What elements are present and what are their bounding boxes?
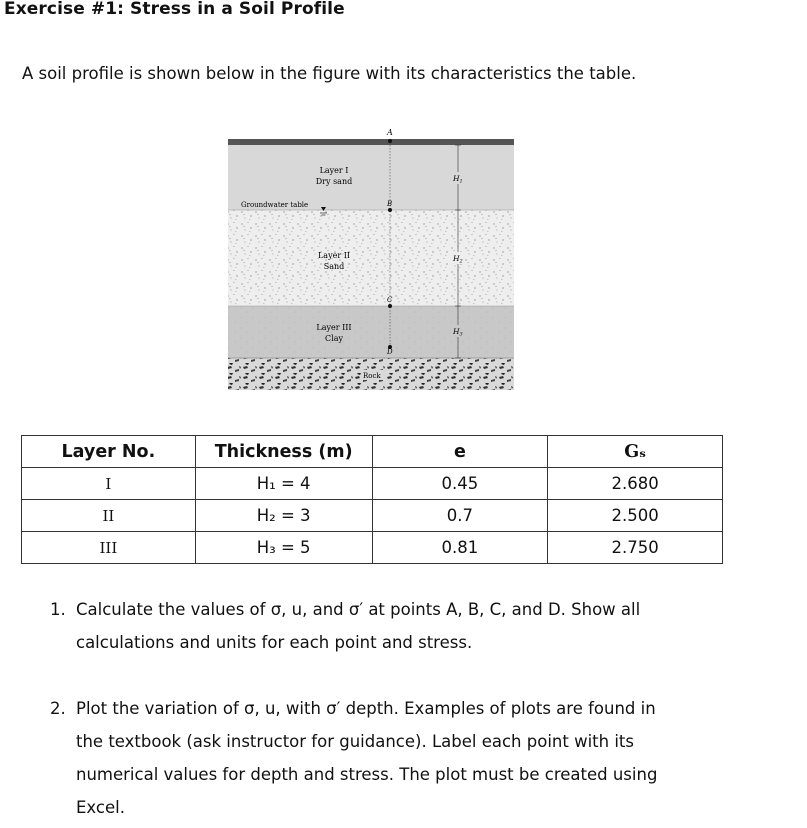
point-d-label: D [387,348,393,356]
layer-3-desc: Clay [325,334,343,343]
rock-label: Rock [363,372,381,380]
gwt-label: Groundwater table [241,201,309,209]
ground-surface [228,139,514,145]
cell-specific-gravity: 2.750 [548,532,723,564]
point-b-marker [388,208,392,212]
question-2-number: 2. [50,699,66,718]
question-2-line-2: the textbook (ask instructor for guidance). Label each point with its [76,732,634,751]
table-row [22,532,723,564]
layer-2-desc: Sand [323,262,345,271]
cell-thickness: H₁ = 4 [195,468,372,500]
point-c-label: C [387,296,393,304]
cell-thickness: H₂ = 3 [195,500,372,532]
cell-specific-gravity: 2.500 [548,500,723,532]
h2-label: $H_2$ [453,254,463,265]
cell-void-ratio: 0.45 [372,468,548,500]
point-c-marker [388,304,392,308]
soil-properties-table [21,435,723,564]
header-thickness: Thickness (m) [195,436,372,468]
cell-layer: III [22,532,196,564]
header-void-ratio: e [372,436,548,468]
cell-thickness: H₃ = 5 [195,532,372,564]
question-1-number: 1. [50,600,66,619]
h3-label: $H_3$ [453,327,463,338]
question-2-line-1: Plot the variation of σ, u, with σ′ depth. Examples of plots are found in [76,699,656,718]
page-title: Exercise #1: Stress in a Soil Profile [4,0,345,19]
soil-profile-figure [226,125,516,393]
table-row [22,468,723,500]
question-1-line-1: Calculate the values of σ, u, and σ′ at points A, B, C, and D. Show all [76,600,641,619]
layer-2-name: Layer II [317,251,351,260]
header-specific-gravity: Gₛ [548,436,723,468]
question-2-line-4: Excel. [76,798,125,817]
header-layer-no: Layer No. [22,436,196,468]
cell-void-ratio: 0.81 [372,532,548,564]
point-b-label: B [387,200,393,208]
cell-specific-gravity: 2.680 [548,468,723,500]
table-header-row [22,436,723,468]
table-row [22,500,723,532]
layer-1-name: Layer I [319,166,349,175]
cell-layer: II [22,500,196,532]
layer-1-desc: Dry sand [315,177,353,186]
cell-layer: I [22,468,196,500]
layer-3-name: Layer III [316,323,352,332]
intro-text: A soil profile is shown below in the figure with its characteristics the table. [22,64,637,83]
question-1-line-2: calculations and units for each point and stress. [76,633,473,652]
cell-void-ratio: 0.7 [372,500,548,532]
point-a-label: A [387,128,393,137]
h1-label: $H_1$ [453,174,463,185]
point-a-marker [388,139,392,143]
question-2-line-3: numerical values for depth and stress. The plot must be created using [76,765,658,784]
